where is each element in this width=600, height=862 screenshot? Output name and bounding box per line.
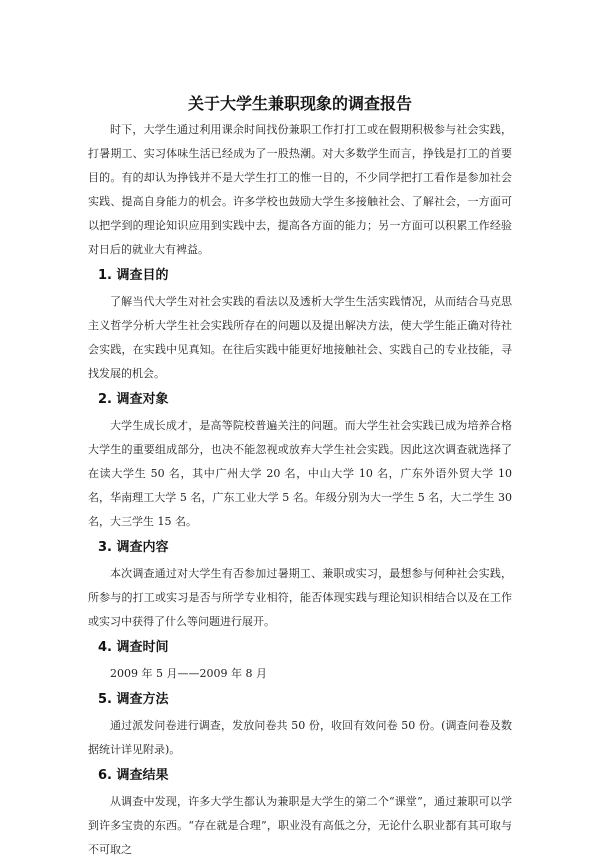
section-body-results: 从调查中发现，许多大学生都认为兼职是大学生的第二个“课堂”，通过兼职可以学到许多宝贵的东西。“存在就是合理”，职业没有高低之分，无论什么职业都有其可取与不可取之 (88, 795, 512, 856)
document-title: 关于大学生兼职现象的调查报告 (187, 94, 412, 113)
section-heading-method: 5. 调查方法 (98, 692, 169, 707)
section-body-purpose: 了解当代大学生对社会实践的看法以及透析大学生生活实践情况，从而结合马克思主义哲学分析大学生社会实践所存在的问题以及提出解决方法，使大学生能正确对待社会实践，在实践中见真知。在往后实践中能更好地接触社会、实践自己的专业技能，寻找发展的机会。 (88, 295, 512, 380)
section-body-time: 2009 年 5 月——2009 年 8 月 (110, 667, 267, 680)
section-heading-subjects: 2. 调查对象 (98, 392, 169, 407)
section-heading-results: 6. 调查结果 (98, 768, 169, 783)
section-body-content: 本次调查通过对大学生有否参加过暑期工、兼职或实习，最想参与何种社会实践，所参与的打工或实习是否与所学专业相符，能否体现实践与理论知识相结合以及在工作或实习中获得了什么等问题进行展开。 (88, 567, 512, 628)
section-heading-purpose: 1. 调查目的 (98, 268, 169, 283)
section-heading-time: 4. 调查时间 (98, 640, 169, 655)
intro-paragraph: 时下，大学生通过利用课余时间找份兼职工作打打工或在假期积极参与社会实践，打暑期工、实习体味生活已经成为了一股热潮。对大多数学生而言，挣钱是打工的首要目的。有的却认为挣钱并不是大学生打工的惟一目的，不少同学把打工看作是参加社会实践、提高自身能力的机会。许多学校也鼓励大学生多接触社会、了解社会，一方面可以把学到的理论知识应用到实践中去，提高各方面的能力；另一方面可以积累工作经验对日后的就业大有裨益。 (88, 123, 512, 256)
section-body-method: 通过派发问卷进行调查，发放问卷共 50 份，收回有效问卷 50 份。(调查问卷及数据统计详见附录)。 (88, 719, 512, 756)
section-body-subjects: 大学生成长成才，是高等院校普遍关注的问题。而大学生社会实践已成为培养合格大学生的重要组成部分，也决不能忽视或放弃大学生社会实践。因此这次调查就选择了在读大学生 50 名，其中广州大学 20 名，中山大学 10 名，广东外语外贸大学 10 名，华南理工大学 5 名，广东工业大学 5 名。年级分别为大一学生 5 名，大二学生 30 名，大三学生 15 名。 (88, 419, 512, 528)
section-heading-content: 3. 调查内容 (98, 540, 169, 555)
